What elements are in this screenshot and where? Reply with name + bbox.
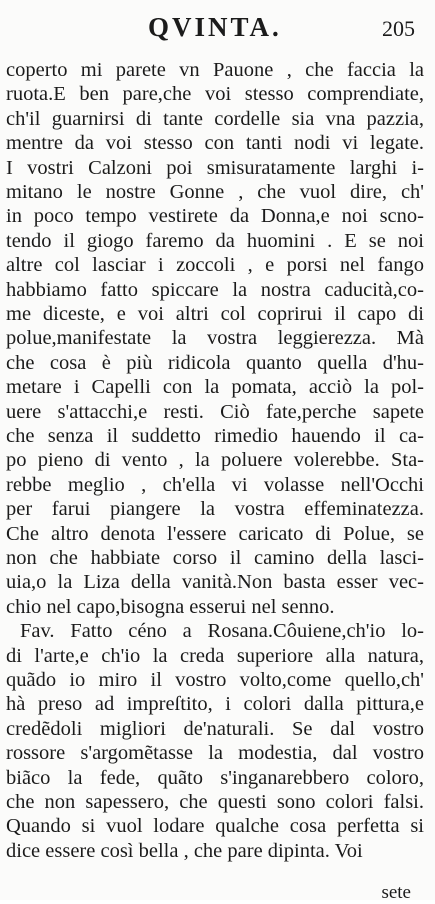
text-line: mentre da voi stesso con tanti nodi vi legate.: [6, 132, 424, 155]
text-line: hà preso ad impreſtito, i colori dalla pittura,e: [6, 693, 424, 716]
text-line: tendo il giogo faremo da huomini . E se noi: [6, 229, 424, 252]
text-line: di l'arte,e ch'io la creda superiore alla natura,: [6, 644, 424, 667]
text-line: Fav. Fatto céno a Rosana.Côuiene,ch'io lo-: [20, 620, 424, 643]
running-title: QVINTA.: [148, 12, 282, 42]
text-line: uere s'attacchi,e resti. Ciò fate,perche sapete: [6, 400, 424, 423]
text-line: habbiamo fatto spiccare la nostra caducità,co-: [6, 278, 424, 301]
text-line: quãdo io miro il vostro volto,come quello,ch': [6, 669, 424, 691]
text-line: coperto mi parete vn Pauone , che faccia la: [6, 59, 424, 81]
text-line: uia,o la Liza della vanità.Non basta esser vec-: [6, 571, 424, 594]
text-line: che senza il suddetto rimedio hauendo il ca-: [6, 425, 424, 447]
text-line: chio nel capo,bisogna esserui nel senno.: [6, 595, 335, 618]
catchword: sete: [381, 882, 411, 903]
page-header: [0, 6, 435, 46]
text-line: non che habbiate corso il camino della lasci-: [6, 547, 424, 569]
page-number: 205: [382, 16, 415, 41]
text-line: me diceste, e voi altri col coprirui il capo di: [6, 303, 424, 325]
text-line: polue,manifestate la vostra leggierezza. Mà: [6, 327, 424, 350]
text-line: biãco la fede, quãto s'inganarebbero coloro,: [6, 766, 424, 789]
text-line: ruota.E ben pare,che voi stesso comprendiate,: [6, 83, 424, 106]
text-line: ch'il guarnirsi di tante cordelle sia vna pazzia,: [6, 107, 424, 130]
text-line: dice essere così bella , che pare dipinta. Voi: [6, 839, 363, 862]
text-line: mitano le nostre Gonne , che vuol dire, ch': [6, 181, 424, 203]
text-line: per farui piangere la vostra effeminatezza.: [6, 498, 424, 521]
text-line: rossore s'argomẽtasse la modestia, dal vostro: [6, 742, 424, 765]
text-line: altre col lasciar i zoccoli , e porsi nel fango: [6, 254, 424, 277]
text-line: I vostri Calzoni poi smisuratamente larghi i-: [6, 156, 424, 179]
text-line: che cosa è più ridicola quanto quella d'hu-: [6, 351, 424, 374]
text-line: po pieno di vento , la poluere volerebbe. Sta-: [6, 449, 424, 472]
text-line: metare i Capelli con la pomata, acciò la pol-: [6, 376, 424, 399]
text-line: Quando si vuol lodare qualche cosa perfetta si: [6, 815, 424, 838]
text-line: in poco tempo vestirete da Donna,e noi scno-: [6, 205, 424, 228]
text-line: che non sapessero, che questi sono colori falsi.: [6, 791, 424, 813]
text-line: credẽdoli migliori de'naturali. Se dal vostro: [6, 717, 424, 740]
text-line: Che altro denota l'essere caricato di Polue, se: [6, 522, 424, 545]
text-line: rebbe meglio , ch'ella vi volasse nell'Occhi: [6, 473, 424, 496]
